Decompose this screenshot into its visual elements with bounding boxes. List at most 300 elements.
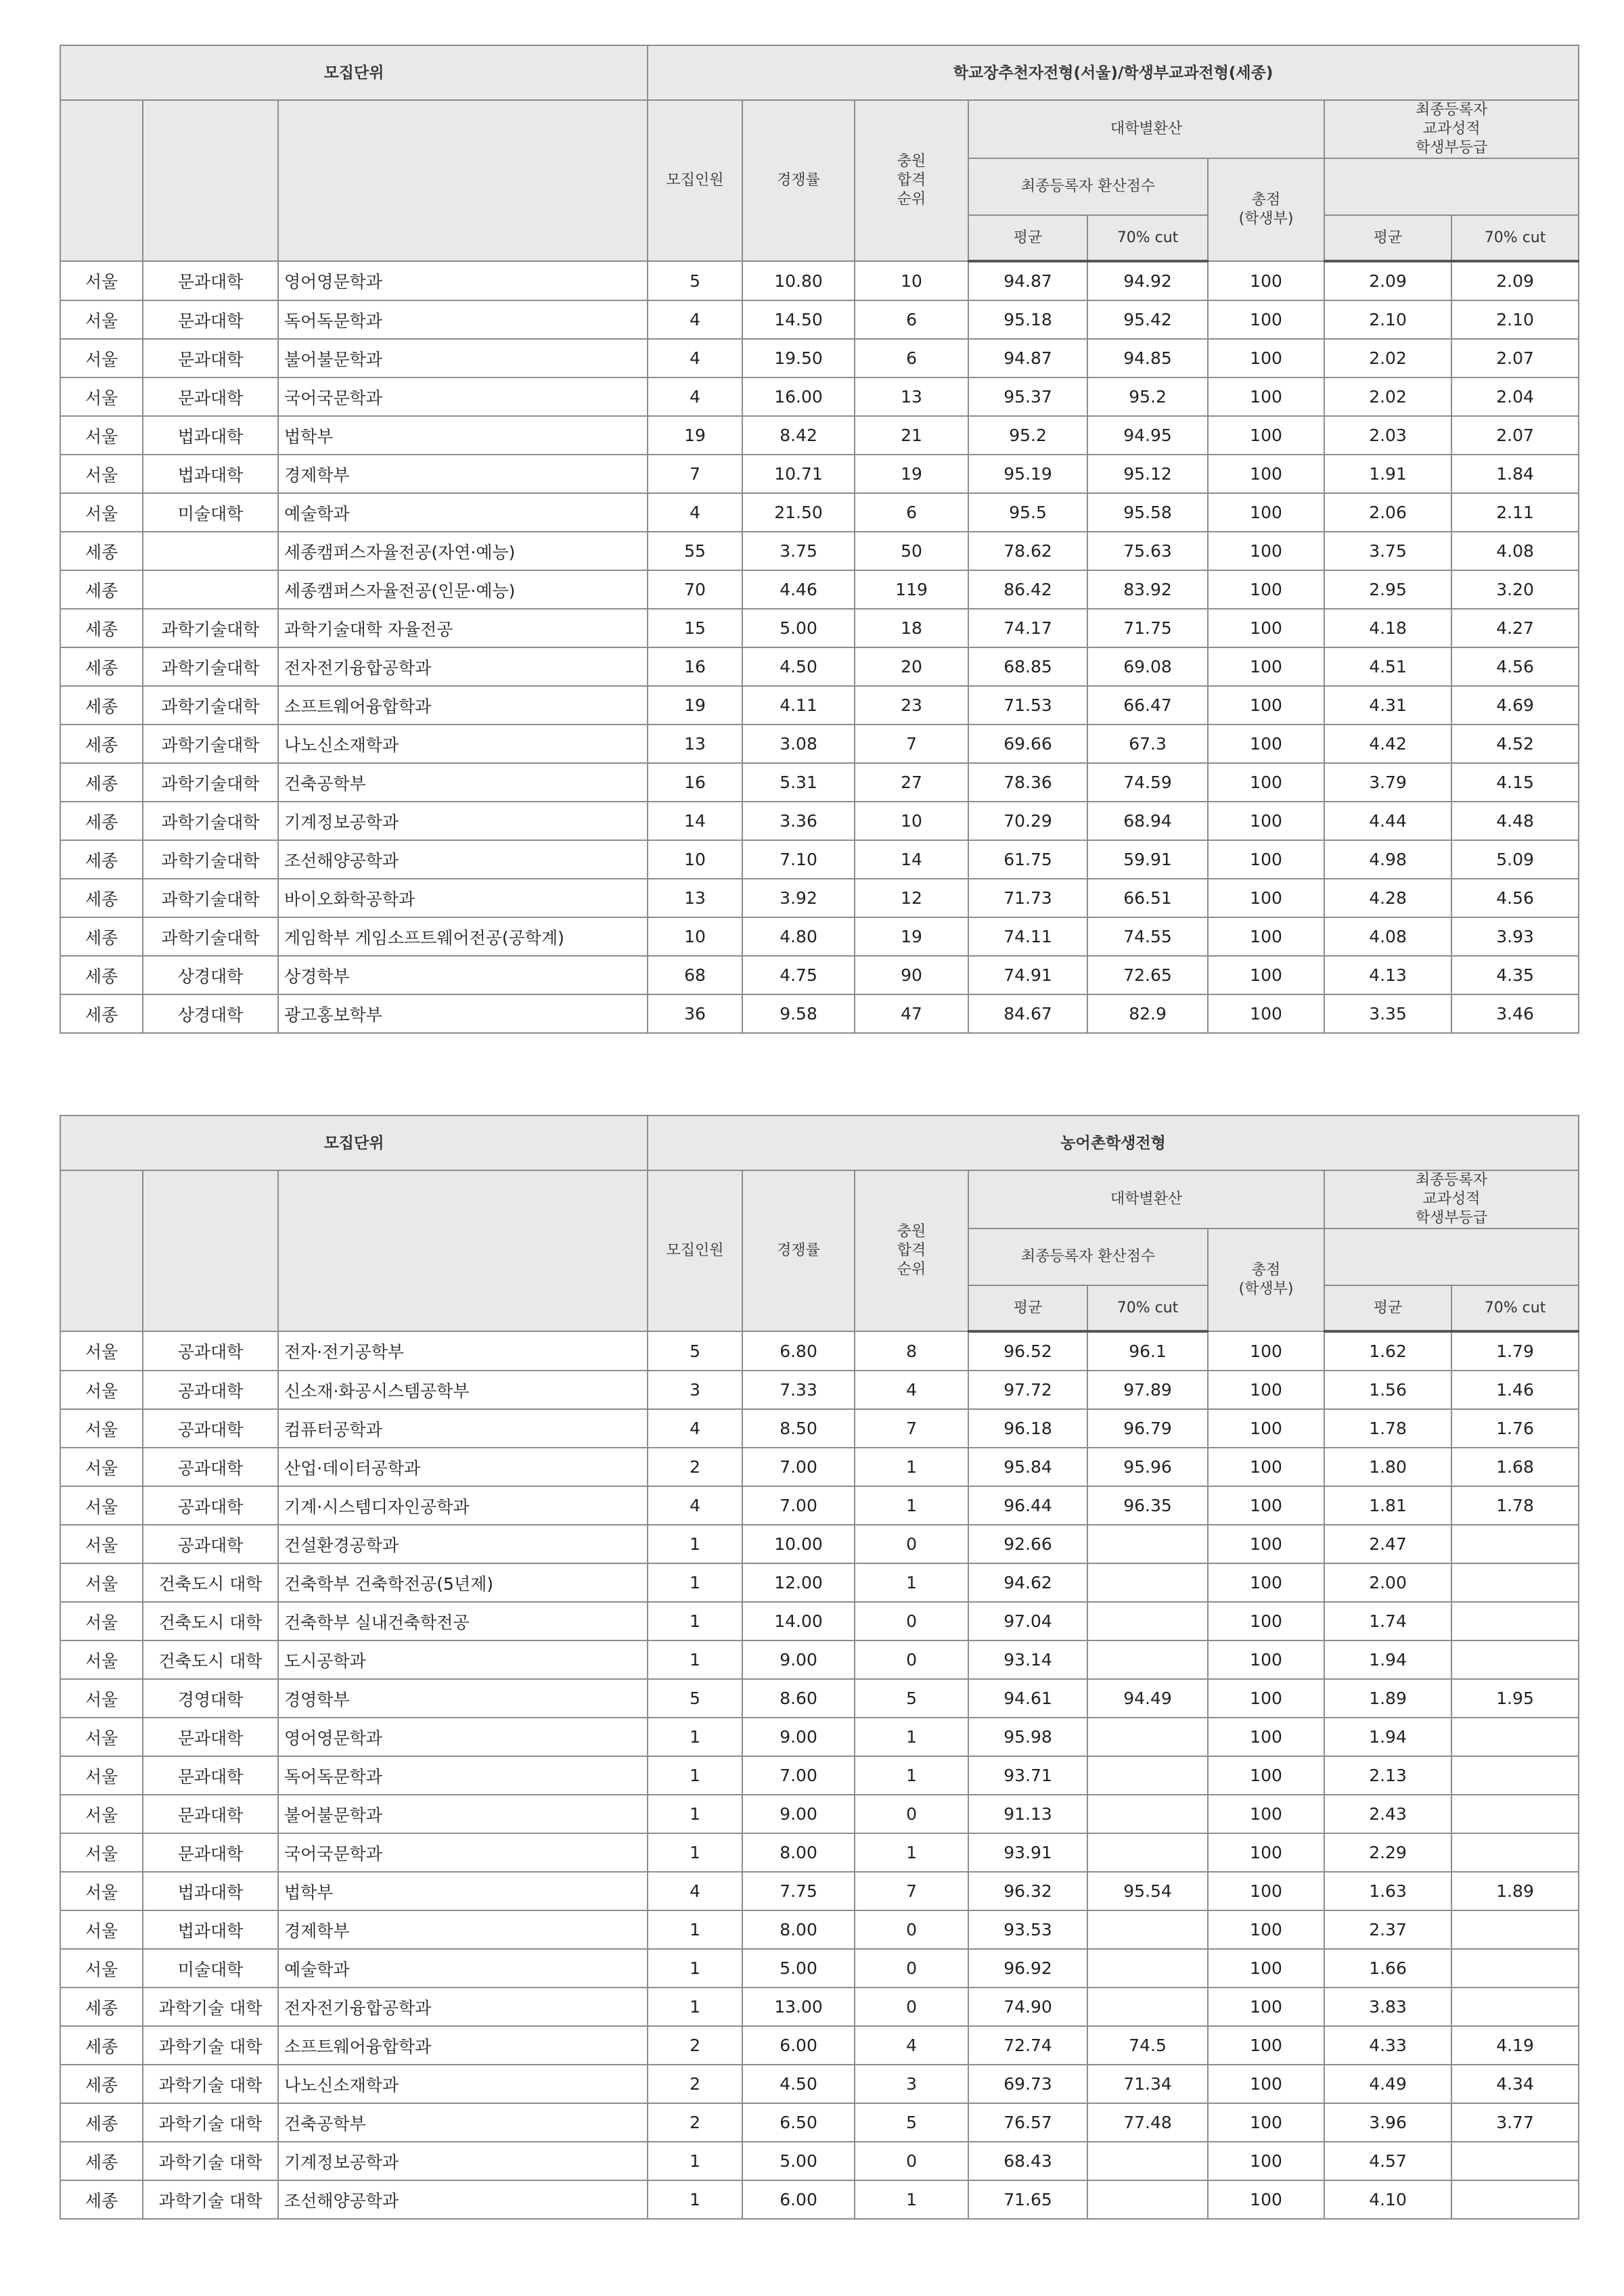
grade-avg-cell: 1.81 — [1324, 1486, 1451, 1525]
grade-cut70-cell: 2.10 — [1451, 300, 1579, 339]
grade-cut70-cell: 3.20 — [1451, 570, 1579, 609]
table-row — [60, 1331, 1579, 1371]
department-cell: 광고홍보학부 — [278, 994, 648, 1033]
competition-cell: 3.92 — [742, 879, 855, 917]
conv-avg-cell: 68.85 — [968, 647, 1087, 686]
grade-avg-cell: 2.10 — [1324, 300, 1451, 339]
grade-avg-cell: 4.42 — [1324, 725, 1451, 763]
table-row — [60, 917, 1579, 956]
college-cell: 법과대학 — [143, 1910, 278, 1949]
competition-cell: 4.50 — [742, 647, 855, 686]
waitlist-rank-cell: 4 — [855, 2026, 968, 2065]
college-cell: 문과대학 — [143, 1718, 278, 1756]
quota-cell: 19 — [648, 416, 742, 455]
grade-avg-cell: 1.66 — [1324, 1949, 1451, 1988]
conv-cut70-cell: 94.92 — [1087, 261, 1208, 300]
total-score-cell: 100 — [1208, 879, 1324, 917]
college-cell: 문과대학 — [143, 1756, 278, 1795]
conv-avg-cell: 93.91 — [968, 1833, 1087, 1872]
department-cell: 독어독문학과 — [278, 1756, 648, 1795]
grade-cut70-cell: 1.76 — [1451, 1409, 1579, 1448]
conv-cut70-cell: 94.95 — [1087, 416, 1208, 455]
conv-avg-cell: 61.75 — [968, 840, 1087, 879]
table-row — [60, 300, 1579, 339]
waitlist-rank-cell: 12 — [855, 879, 968, 917]
total-score-cell: 100 — [1208, 377, 1324, 416]
college-header-cell — [143, 1170, 278, 1331]
quota-cell: 1 — [648, 1756, 742, 1795]
department-cell: 조선해양공학과 — [278, 840, 648, 879]
conv-cut70-cell: 96.79 — [1087, 1409, 1208, 1448]
waitlist-rank-cell: 1 — [855, 1448, 968, 1486]
waitlist-rank-cell: 7 — [855, 1409, 968, 1448]
conv-cut70-cell: 95.54 — [1087, 1872, 1208, 1910]
grade-avg-header: 평균 — [1324, 215, 1451, 261]
conv-avg-cell: 95.2 — [968, 416, 1087, 455]
college-header-cell — [143, 100, 278, 261]
grade-avg-header: 평균 — [1324, 1285, 1451, 1331]
waitlist-rank-cell: 6 — [855, 339, 968, 377]
total-score-cell: 100 — [1208, 1448, 1324, 1486]
department-cell: 건축공학부 — [278, 2103, 648, 2142]
total-score-cell: 100 — [1208, 1718, 1324, 1756]
waitlist-rank-cell: 0 — [855, 1602, 968, 1640]
conv-cut70-cell: 95.42 — [1087, 300, 1208, 339]
conv-avg-cell: 94.87 — [968, 261, 1087, 300]
conv-cut70-cell: 96.1 — [1087, 1331, 1208, 1371]
competition-cell: 4.80 — [742, 917, 855, 956]
grade-avg-cell: 1.63 — [1324, 1872, 1451, 1910]
table-row — [60, 1448, 1579, 1486]
table-row — [60, 2180, 1579, 2219]
region-cell: 세종 — [60, 570, 143, 609]
total-score-cell: 100 — [1208, 840, 1324, 879]
waitlist-rank-cell: 20 — [855, 647, 968, 686]
conv-cut70-cell: 74.59 — [1087, 763, 1208, 802]
conv-avg-header: 평균 — [968, 215, 1087, 261]
waitlist-rank-cell: 7 — [855, 1872, 968, 1910]
total-score-cell: 100 — [1208, 763, 1324, 802]
conv-cut70-cell: 97.89 — [1087, 1371, 1208, 1409]
region-cell: 서울 — [60, 1949, 143, 1988]
conv-avg-cell: 84.67 — [968, 994, 1087, 1033]
grade-cut70-header: 70% cut — [1451, 215, 1579, 261]
quota-cell: 68 — [648, 956, 742, 994]
quota-cell: 4 — [648, 1409, 742, 1448]
competition-cell: 4.75 — [742, 956, 855, 994]
grade-cut70-cell: 4.69 — [1451, 686, 1579, 725]
waitlist-rank-cell: 0 — [855, 1988, 968, 2026]
department-cell: 영어영문학과 — [278, 261, 648, 300]
grade-avg-cell: 1.89 — [1324, 1679, 1451, 1718]
conv-cut70-cell: 95.12 — [1087, 455, 1208, 493]
grade-cut70-cell: 3.77 — [1451, 2103, 1579, 2142]
region-cell: 세종 — [60, 647, 143, 686]
college-cell: 과학기술 대학 — [143, 1988, 278, 2026]
conv-cut70-cell: 95.58 — [1087, 493, 1208, 532]
department-cell: 과학기술대학 자율전공 — [278, 609, 648, 647]
grade-cut70-header: 70% cut — [1451, 1285, 1579, 1331]
region-cell: 서울 — [60, 1448, 143, 1486]
competition-cell: 8.60 — [742, 1679, 855, 1718]
department-cell: 건축학부 건축학전공(5년제) — [278, 1563, 648, 1602]
grade-cut70-cell: 4.48 — [1451, 802, 1579, 840]
grade-cut70-cell: 4.52 — [1451, 725, 1579, 763]
table-row — [60, 1602, 1579, 1640]
grade-cut70-cell: 2.09 — [1451, 261, 1579, 300]
grade-cut70-cell: 4.15 — [1451, 763, 1579, 802]
region-cell: 서울 — [60, 300, 143, 339]
grade-cut70-cell — [1451, 1602, 1579, 1640]
conv-avg-cell: 95.5 — [968, 493, 1087, 532]
grade-cut70-cell: 1.46 — [1451, 1371, 1579, 1409]
grade-blank-header — [1324, 158, 1579, 215]
total-score-cell: 100 — [1208, 686, 1324, 725]
total-score-cell: 100 — [1208, 1795, 1324, 1833]
region-cell: 세종 — [60, 802, 143, 840]
competition-cell: 9.58 — [742, 994, 855, 1033]
conv-cut70-cell — [1087, 1602, 1208, 1640]
total-score-cell: 100 — [1208, 1872, 1324, 1910]
competition-cell: 14.50 — [742, 300, 855, 339]
table-row — [60, 994, 1579, 1033]
quota-cell: 10 — [648, 840, 742, 879]
competition-cell: 7.00 — [742, 1756, 855, 1795]
grade-avg-cell: 2.37 — [1324, 1910, 1451, 1949]
quota-cell: 14 — [648, 802, 742, 840]
total-score-cell: 100 — [1208, 994, 1324, 1033]
region-cell: 세종 — [60, 686, 143, 725]
region-cell: 서울 — [60, 1486, 143, 1525]
table-row — [60, 1910, 1579, 1949]
college-cell: 과학기술대학 — [143, 609, 278, 647]
quota-cell: 13 — [648, 725, 742, 763]
total-score-cell: 100 — [1208, 416, 1324, 455]
table-row — [60, 1988, 1579, 2026]
grade-avg-cell: 2.03 — [1324, 416, 1451, 455]
total-score-cell: 100 — [1208, 725, 1324, 763]
grade-avg-cell: 4.57 — [1324, 2142, 1451, 2180]
waitlist-rank-cell: 0 — [855, 2142, 968, 2180]
conv-avg-cell: 97.04 — [968, 1602, 1087, 1640]
region-cell: 서울 — [60, 1679, 143, 1718]
conv-avg-cell: 93.14 — [968, 1640, 1087, 1679]
waitlist-rank-cell: 0 — [855, 1795, 968, 1833]
region-cell: 서울 — [60, 1602, 143, 1640]
table-row — [60, 1795, 1579, 1833]
college-cell: 건축도시 대학 — [143, 1640, 278, 1679]
total-score-cell: 100 — [1208, 609, 1324, 647]
grade-avg-cell: 3.96 — [1324, 2103, 1451, 2142]
department-cell: 나노신소재학과 — [278, 725, 648, 763]
quota-cell: 1 — [648, 2180, 742, 2219]
final-conv-score-header: 최종등록자 환산점수 — [968, 158, 1208, 215]
region-cell: 서울 — [60, 1563, 143, 1602]
quota-cell: 1 — [648, 1910, 742, 1949]
waitlist-rank-cell: 10 — [855, 261, 968, 300]
table-row — [60, 2103, 1579, 2142]
department-cell: 조선해양공학과 — [278, 2180, 648, 2219]
region-header-cell — [60, 1170, 143, 1331]
quota-cell: 1 — [648, 1988, 742, 2026]
quota-cell: 36 — [648, 994, 742, 1033]
college-cell: 과학기술대학 — [143, 763, 278, 802]
department-cell: 나노신소재학과 — [278, 2065, 648, 2103]
college-cell: 문과대학 — [143, 377, 278, 416]
waitlist-rank-cell: 6 — [855, 300, 968, 339]
waitlist-rank-cell: 1 — [855, 1486, 968, 1525]
table-row — [60, 455, 1579, 493]
region-cell: 세종 — [60, 879, 143, 917]
conv-cut70-cell: 82.9 — [1087, 994, 1208, 1033]
conv-cut70-cell — [1087, 1988, 1208, 2026]
conv-avg-cell: 78.62 — [968, 532, 1087, 570]
region-cell: 세종 — [60, 1988, 143, 2026]
department-cell: 기계정보공학과 — [278, 802, 648, 840]
table-2-body — [60, 1331, 1579, 2219]
conv-cut70-cell: 95.2 — [1087, 377, 1208, 416]
grade-cut70-cell: 1.89 — [1451, 1872, 1579, 1910]
conv-cut70-cell: 77.48 — [1087, 2103, 1208, 2142]
department-cell: 불어불문학과 — [278, 1795, 648, 1833]
total-score-cell: 100 — [1208, 1640, 1324, 1679]
conv-cut70-cell — [1087, 1910, 1208, 1949]
quota-cell: 1 — [648, 1602, 742, 1640]
table-row — [60, 763, 1579, 802]
total-score-cell: 100 — [1208, 493, 1324, 532]
admission-table-2 — [60, 1115, 1579, 2220]
college-cell: 공과대학 — [143, 1331, 278, 1371]
table-row — [60, 840, 1579, 879]
competition-cell: 8.00 — [742, 1910, 855, 1949]
department-cell: 예술학과 — [278, 493, 648, 532]
grade-avg-cell: 1.80 — [1324, 1448, 1451, 1486]
conv-cut70-cell: 94.85 — [1087, 339, 1208, 377]
waitlist-rank-cell: 0 — [855, 1949, 968, 1988]
conv-cut70-cell: 96.35 — [1087, 1486, 1208, 1525]
region-cell: 서울 — [60, 1331, 143, 1371]
region-cell: 서울 — [60, 1795, 143, 1833]
grade-avg-cell: 3.35 — [1324, 994, 1451, 1033]
region-cell: 세종 — [60, 2103, 143, 2142]
total-score-cell: 100 — [1208, 647, 1324, 686]
region-cell: 서울 — [60, 493, 143, 532]
total-score-cell: 100 — [1208, 532, 1324, 570]
conv-avg-cell: 94.87 — [968, 339, 1087, 377]
conv-cut70-cell — [1087, 2142, 1208, 2180]
table-1-body — [60, 261, 1579, 1033]
department-cell: 건축학부 실내건축학전공 — [278, 1602, 648, 1640]
quota-cell: 1 — [648, 1563, 742, 1602]
competition-cell: 10.80 — [742, 261, 855, 300]
department-cell: 법학부 — [278, 416, 648, 455]
competition-cell: 4.46 — [742, 570, 855, 609]
conv-avg-cell: 93.53 — [968, 1910, 1087, 1949]
college-cell: 미술대학 — [143, 1949, 278, 1988]
college-cell — [143, 532, 278, 570]
grade-avg-cell: 2.00 — [1324, 1563, 1451, 1602]
grade-avg-cell: 1.91 — [1324, 455, 1451, 493]
region-cell: 세종 — [60, 2180, 143, 2219]
college-cell: 법과대학 — [143, 416, 278, 455]
grade-avg-cell: 4.51 — [1324, 647, 1451, 686]
department-cell: 건설환경공학과 — [278, 1525, 648, 1563]
grade-avg-cell: 4.28 — [1324, 879, 1451, 917]
college-cell: 과학기술대학 — [143, 879, 278, 917]
waitlist-rank-cell: 1 — [855, 2180, 968, 2219]
table-row — [60, 377, 1579, 416]
competition-cell: 7.00 — [742, 1448, 855, 1486]
unit-header: 모집단위 — [60, 45, 648, 100]
total-score-cell: 100 — [1208, 2180, 1324, 2219]
quota-cell: 2 — [648, 2065, 742, 2103]
grade-blank-header — [1324, 1229, 1579, 1285]
competition-cell: 5.31 — [742, 763, 855, 802]
quota-cell: 4 — [648, 377, 742, 416]
table-row — [60, 532, 1579, 570]
competition-cell: 7.33 — [742, 1371, 855, 1409]
department-cell: 산업·데이터공학과 — [278, 1448, 648, 1486]
waitlist-rank-cell: 90 — [855, 956, 968, 994]
college-cell: 과학기술대학 — [143, 917, 278, 956]
conv-avg-header: 평균 — [968, 1285, 1087, 1331]
final-conv-score-header: 최종등록자 환산점수 — [968, 1229, 1208, 1285]
department-cell: 전자전기융합공학과 — [278, 1988, 648, 2026]
total-score-cell: 100 — [1208, 956, 1324, 994]
college-cell: 과학기술 대학 — [143, 2065, 278, 2103]
conv-cut70-cell — [1087, 1833, 1208, 1872]
grade-cut70-cell: 4.34 — [1451, 2065, 1579, 2103]
competition-cell: 8.42 — [742, 416, 855, 455]
admission-type-title: 학교장추천자전형(서울)/학생부교과전형(세종) — [648, 45, 1579, 100]
conv-avg-cell: 71.53 — [968, 686, 1087, 725]
college-cell: 미술대학 — [143, 493, 278, 532]
grade-avg-cell: 4.98 — [1324, 840, 1451, 879]
grade-avg-cell: 4.49 — [1324, 2065, 1451, 2103]
waitlist-rank-cell: 0 — [855, 1640, 968, 1679]
waitlist-rank-cell: 18 — [855, 609, 968, 647]
grade-avg-cell: 2.02 — [1324, 377, 1451, 416]
quota-cell: 1 — [648, 2142, 742, 2180]
conv-cut70-cell: 66.47 — [1087, 686, 1208, 725]
conv-cut70-cell: 74.5 — [1087, 2026, 1208, 2065]
conv-avg-cell: 68.43 — [968, 2142, 1087, 2180]
conv-avg-cell: 71.73 — [968, 879, 1087, 917]
region-cell: 서울 — [60, 377, 143, 416]
region-cell: 세종 — [60, 994, 143, 1033]
waitlist-header: 충원 합격 순위 — [855, 100, 968, 261]
region-cell: 서울 — [60, 1718, 143, 1756]
conv-avg-cell: 71.65 — [968, 2180, 1087, 2219]
region-cell: 서울 — [60, 339, 143, 377]
table-row — [60, 802, 1579, 840]
department-cell: 영어영문학과 — [278, 1718, 648, 1756]
waitlist-rank-cell: 8 — [855, 1331, 968, 1371]
quota-cell: 16 — [648, 763, 742, 802]
table-row — [60, 339, 1579, 377]
conv-avg-cell: 96.32 — [968, 1872, 1087, 1910]
quota-cell: 16 — [648, 647, 742, 686]
college-cell: 공과대학 — [143, 1448, 278, 1486]
quota-cell: 13 — [648, 879, 742, 917]
quota-cell: 4 — [648, 300, 742, 339]
grade-avg-cell: 1.94 — [1324, 1718, 1451, 1756]
table-row — [60, 1756, 1579, 1795]
grade-cut70-cell: 4.27 — [1451, 609, 1579, 647]
grade-cut70-cell: 3.46 — [1451, 994, 1579, 1033]
table-row — [60, 2142, 1579, 2180]
college-cell: 경영대학 — [143, 1679, 278, 1718]
grade-avg-cell: 2.06 — [1324, 493, 1451, 532]
quota-cell: 4 — [648, 1486, 742, 1525]
department-cell: 법학부 — [278, 1872, 648, 1910]
competition-cell: 9.00 — [742, 1718, 855, 1756]
conv-cut70-cell: 72.65 — [1087, 956, 1208, 994]
competition-cell: 5.00 — [742, 2142, 855, 2180]
conv-avg-cell: 96.52 — [968, 1331, 1087, 1371]
conv-avg-cell: 74.91 — [968, 956, 1087, 994]
waitlist-rank-cell: 13 — [855, 377, 968, 416]
conv-avg-cell: 74.90 — [968, 1988, 1087, 2026]
quota-cell: 10 — [648, 917, 742, 956]
waitlist-rank-cell: 0 — [855, 1910, 968, 1949]
conv-cut70-cell — [1087, 1525, 1208, 1563]
region-header-cell — [60, 100, 143, 261]
total-score-cell: 100 — [1208, 1602, 1324, 1640]
total-score-cell: 100 — [1208, 1486, 1324, 1525]
grade-avg-cell: 3.79 — [1324, 763, 1451, 802]
quota-cell: 4 — [648, 493, 742, 532]
department-cell: 독어독문학과 — [278, 300, 648, 339]
region-cell: 서울 — [60, 1910, 143, 1949]
competition-cell: 16.00 — [742, 377, 855, 416]
table-row — [60, 879, 1579, 917]
conv-cut70-cell — [1087, 1640, 1208, 1679]
competition-cell: 3.08 — [742, 725, 855, 763]
grade-cut70-cell — [1451, 1795, 1579, 1833]
quota-cell: 4 — [648, 339, 742, 377]
grade-cut70-cell: 4.19 — [1451, 2026, 1579, 2065]
waitlist-rank-cell: 1 — [855, 1833, 968, 1872]
quota-header: 모집인원 — [648, 1170, 742, 1331]
college-cell: 상경대학 — [143, 994, 278, 1033]
waitlist-rank-cell: 19 — [855, 917, 968, 956]
conv-cut70-cell — [1087, 1756, 1208, 1795]
total-score-cell: 100 — [1208, 570, 1324, 609]
conv-cut70-cell: 95.96 — [1087, 1448, 1208, 1486]
region-cell: 서울 — [60, 1640, 143, 1679]
college-cell: 문과대학 — [143, 300, 278, 339]
conv-cut70-cell — [1087, 1718, 1208, 1756]
waitlist-rank-cell: 4 — [855, 1371, 968, 1409]
total-score-cell: 100 — [1208, 1756, 1324, 1795]
competition-cell: 4.50 — [742, 2065, 855, 2103]
region-cell: 서울 — [60, 1371, 143, 1409]
department-cell: 전자전기융합공학과 — [278, 647, 648, 686]
competition-cell: 7.00 — [742, 1486, 855, 1525]
waitlist-rank-cell: 0 — [855, 1525, 968, 1563]
total-score-cell: 100 — [1208, 1409, 1324, 1448]
conv-cut70-header: 70% cut — [1087, 1285, 1208, 1331]
waitlist-header: 충원 합격 순위 — [855, 1170, 968, 1331]
admission-type-title: 농어촌학생전형 — [648, 1116, 1579, 1170]
grade-avg-cell: 4.10 — [1324, 2180, 1451, 2219]
college-cell: 과학기술대학 — [143, 840, 278, 879]
college-cell: 공과대학 — [143, 1486, 278, 1525]
grade-avg-cell: 1.74 — [1324, 1602, 1451, 1640]
waitlist-rank-cell: 1 — [855, 1563, 968, 1602]
quota-cell: 2 — [648, 2026, 742, 2065]
